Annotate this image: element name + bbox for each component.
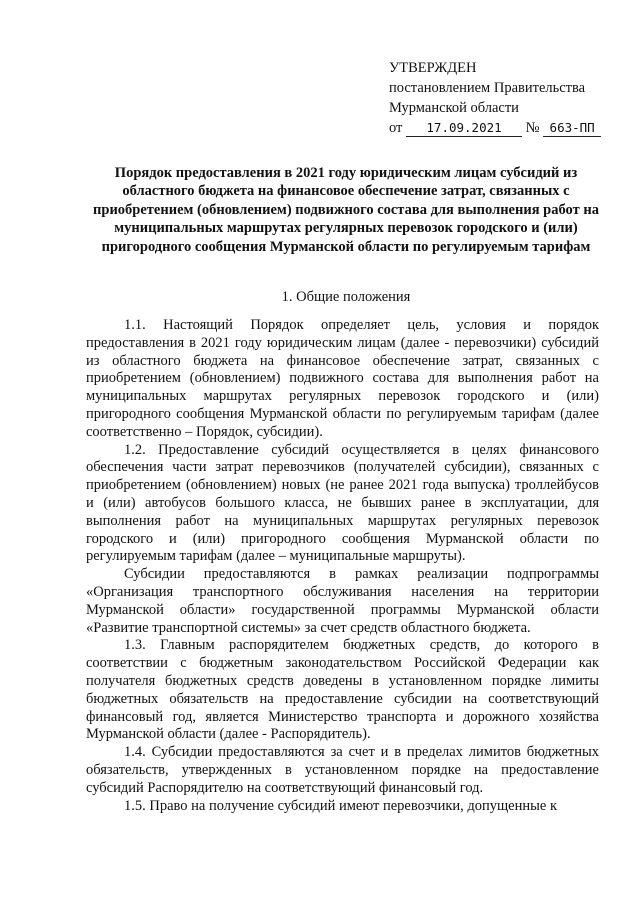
paragraph-1-1: 1.1. Настоящий Порядок определяет цель, условия и порядок предоставления в 2021 году юридическим лицам (далее - перевозчики) субсидий из областного бюджета на финансовое обеспечение затрат, связанных с приобретением (обновлением) подвижного состава для выполнения работ на муниципальных маршрутах регулярных перевозок городского и (или) пригородного сообщения Мурманской области по регулируемым тарифам (далее соответственно – Порядок, субсидии).: [86, 317, 599, 440]
approval-issuer: постановлением Правительства: [389, 80, 586, 96]
approval-date-line: [389, 118, 601, 138]
paragraph-subsidies: Субсидии предоставляются в рамках реализации подпрограммы «Организация транспортного обслуживания населения на территории Мурманской области» государственной программы Мурманской области «Развитие транспортной системы» за счет средств областного бюджета.: [86, 566, 599, 636]
date-prefix: от: [389, 120, 403, 136]
approval-heading: УТВЕРЖДЕН: [389, 60, 477, 76]
paragraph-1-4: 1.4. Субсидии предоставляются за счет и в пределах лимитов бюджетных обязательств, утвержденных в установленном порядке на предоставление субсидий Распорядителю на соответствующий финансовый год.: [86, 744, 599, 796]
document-title: Порядок предоставления в 2021 году юридическим лицам субсидий из областного бюджета на финансовое обеспечение затрат, связанных с приобретением (обновлением) подвижного состава для выполнения работ на муниципальных маршрутах регулярных перевозок городского и (или) пригородного сообщения Мурманской области по регулируемым тарифам: [93, 165, 599, 255]
approval-number: 663-ПП: [543, 120, 601, 137]
paragraph-1-2: 1.2. Предоставление субсидий осуществляется в целях финансового обеспечения части затрат перевозчиков (получателей субсидии), связанных с приобретением (обновлением) новых (не ранее 2021 года выпуска) троллейбусов и (или) автобусов большого класса, не бывших ранее в эксплуатации, для выполнения работ на муниципальных маршрутах регулярных перевозок городского и (или) пригородного сообщения Мурманской области по регулируемым тарифам (далее – муниципальные маршруты).: [86, 441, 599, 565]
approval-region: Мурманской области: [389, 100, 519, 116]
approval-date: 17.09.2021: [406, 120, 522, 137]
number-prefix: №: [525, 120, 540, 136]
approval-block: [389, 58, 601, 138]
paragraph-1-3: 1.3. Главным распорядителем бюджетных средств, до которого в соответствии с бюджетным законодательством Российской Федерации как получателя бюджетных средств доведены в установленном порядке лимиты бюджетных обязательств на предоставление субсидии на соответствующий финансовый год, является Министерство транспорта и дорожного хозяйства Мурманской области (далее - Распорядитель).: [86, 637, 599, 743]
section-heading: 1. Общие положения: [281, 289, 411, 305]
paragraph-1-5: 1.5. Право на получение субсидий имеют перевозчики, допущенные к: [124, 797, 557, 814]
document-body: [86, 317, 599, 815]
